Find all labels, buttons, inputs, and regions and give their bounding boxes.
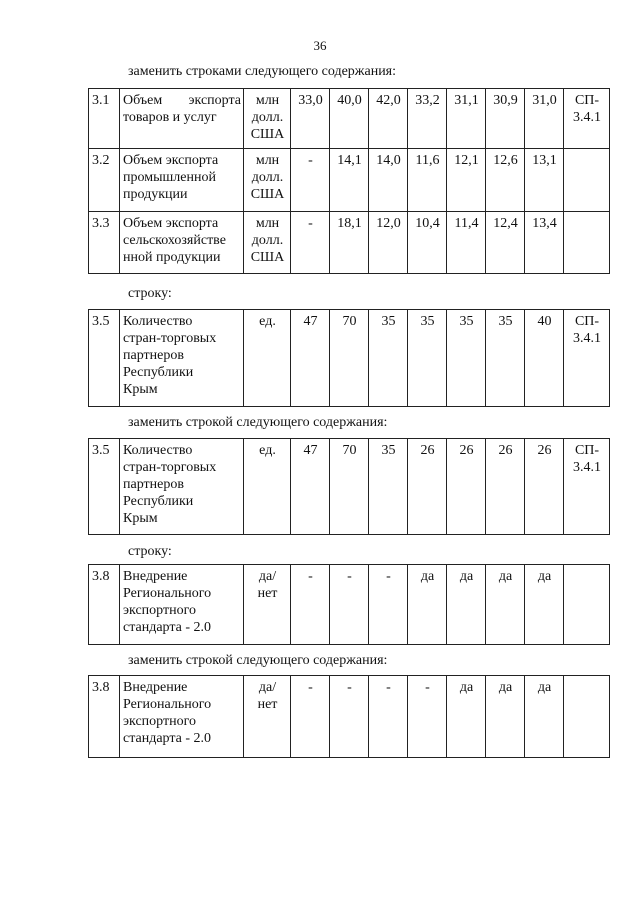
- value-cell: да: [486, 565, 525, 645]
- value-cell: 33,2: [408, 89, 447, 149]
- reference-cell: [564, 565, 610, 645]
- page-number: 36: [313, 38, 327, 53]
- reference-cell: [564, 439, 610, 535]
- table-row: [89, 439, 610, 535]
- reference-cell: [564, 676, 610, 758]
- unit-line: млн: [255, 153, 280, 168]
- table-export-standard-old: [88, 564, 610, 645]
- reference-line: СП-: [574, 93, 600, 108]
- indicator-name-line: стандарта - 2.0: [123, 620, 212, 635]
- value-cell: -: [291, 676, 330, 758]
- value-cell: 11,4: [447, 212, 486, 274]
- unit-line: млн: [255, 216, 280, 231]
- value-cell: -: [369, 676, 408, 758]
- value-cell: 26: [525, 439, 564, 535]
- value-cell: 12,1: [447, 149, 486, 212]
- indicator-name-line: Крым: [123, 382, 158, 397]
- table-trade-partners-new: [88, 438, 610, 535]
- reference-line: СП-: [574, 443, 600, 458]
- reference-cell: [564, 89, 610, 149]
- value-cell: 26: [408, 439, 447, 535]
- unit-line: нет: [257, 586, 278, 601]
- indicator-name-line: товаров и услуг: [123, 110, 217, 125]
- caption-replace-row: заменить строкой следующего содержания:: [128, 415, 388, 430]
- value-cell: 31,0: [525, 89, 564, 149]
- indicator-name-line: Республики: [123, 365, 194, 380]
- indicator-name-line: Внедрение: [123, 680, 188, 695]
- row-number: 3.8: [89, 676, 120, 758]
- value-cell: 13,1: [525, 149, 564, 212]
- value-cell: 35: [369, 310, 408, 407]
- value-cell: 14,1: [330, 149, 369, 212]
- value-cell: 26: [447, 439, 486, 535]
- value-cell: 12,0: [369, 212, 408, 274]
- unit-line: США: [250, 187, 285, 202]
- indicator-name: [120, 676, 244, 758]
- value-cell: 18,1: [330, 212, 369, 274]
- indicator-name-line: Объем экспорта: [123, 153, 219, 168]
- value-cell: -: [291, 565, 330, 645]
- indicator-name: [120, 212, 244, 274]
- reference-line: 3.4.1: [573, 110, 601, 125]
- value-cell: 35: [369, 439, 408, 535]
- unit-cell: [244, 310, 291, 407]
- value-cell: 12,4: [486, 212, 525, 274]
- value-cell: да: [447, 565, 486, 645]
- indicator-name-line: стран-торговых: [123, 331, 217, 346]
- value-cell: 35: [408, 310, 447, 407]
- value-cell: да: [447, 676, 486, 758]
- unit-cell: [244, 149, 291, 212]
- row-number: 3.8: [89, 565, 120, 645]
- indicator-name-line: партнеров: [123, 348, 184, 363]
- indicator-name-line: Крым: [123, 511, 158, 526]
- reference-cell: [564, 149, 610, 212]
- indicator-name-line: Объем экспорта: [123, 93, 241, 108]
- unit-line: ед.: [259, 443, 276, 458]
- row-number: 3.5: [89, 439, 120, 535]
- value-cell: 35: [447, 310, 486, 407]
- value-cell: -: [369, 565, 408, 645]
- caption-replace-row: заменить строкой следующего содержания:: [128, 653, 388, 668]
- value-cell: да: [486, 676, 525, 758]
- value-cell: 70: [330, 310, 369, 407]
- indicator-name-line: Количество: [123, 443, 193, 458]
- value-cell: 12,6: [486, 149, 525, 212]
- indicator-name-line: Республики: [123, 494, 194, 509]
- indicator-name: [120, 439, 244, 535]
- indicator-name-line: сельскохозяйстве: [123, 233, 226, 248]
- value-cell: 31,1: [447, 89, 486, 149]
- indicator-name-line: стран-торговых: [123, 460, 217, 475]
- value-cell: 14,0: [369, 149, 408, 212]
- indicator-name-line: партнеров: [123, 477, 184, 492]
- unit-line: нет: [257, 697, 278, 712]
- value-cell: 35: [486, 310, 525, 407]
- indicator-name-line: экспортного: [123, 603, 196, 618]
- unit-line: США: [250, 127, 285, 142]
- reference-cell: [564, 212, 610, 274]
- table-row: [89, 212, 610, 274]
- value-cell: 70: [330, 439, 369, 535]
- indicator-name-line: Внедрение: [123, 569, 188, 584]
- indicator-name-line: промышленной: [123, 170, 216, 185]
- unit-line: долл.: [251, 233, 284, 248]
- caption-replace-rows: заменить строками следующего содержания:: [128, 64, 397, 79]
- value-cell: -: [330, 676, 369, 758]
- caption-row: строку:: [128, 544, 172, 559]
- unit-line: долл.: [251, 110, 284, 125]
- unit-line: США: [250, 250, 285, 265]
- unit-line: да/: [258, 569, 277, 584]
- value-cell: 30,9: [486, 89, 525, 149]
- indicator-name-line: Объем экспорта: [123, 216, 219, 231]
- value-cell: -: [408, 676, 447, 758]
- reference-line: СП-: [574, 314, 600, 329]
- value-cell: да: [525, 565, 564, 645]
- reference-line: 3.4.1: [573, 331, 601, 346]
- unit-cell: [244, 565, 291, 645]
- value-cell: 47: [291, 439, 330, 535]
- value-cell: 13,4: [525, 212, 564, 274]
- indicator-name: [120, 149, 244, 212]
- value-cell: 47: [291, 310, 330, 407]
- table-row: [89, 676, 610, 758]
- value-cell: да: [525, 676, 564, 758]
- reference-cell: [564, 310, 610, 407]
- value-cell: -: [291, 212, 330, 274]
- value-cell: 11,6: [408, 149, 447, 212]
- value-cell: -: [291, 149, 330, 212]
- unit-cell: [244, 89, 291, 149]
- unit-line: млн: [255, 93, 280, 108]
- table-row: [89, 310, 610, 407]
- value-cell: да: [408, 565, 447, 645]
- unit-line: долл.: [251, 170, 284, 185]
- table-export-standard-new: [88, 675, 610, 758]
- value-cell: 42,0: [369, 89, 408, 149]
- unit-line: ед.: [259, 314, 276, 329]
- reference-line: 3.4.1: [573, 460, 601, 475]
- value-cell: 40: [525, 310, 564, 407]
- indicator-name: [120, 310, 244, 407]
- table-row: [89, 565, 610, 645]
- indicator-name-line: экспортного: [123, 714, 196, 729]
- table-row: [89, 89, 610, 149]
- indicator-name-line: нной продукции: [123, 250, 221, 265]
- row-number: 3.2: [89, 149, 120, 212]
- caption-row: строку:: [128, 286, 172, 301]
- indicator-name-line: Регионального: [123, 697, 212, 712]
- unit-line: да/: [258, 680, 277, 695]
- value-cell: 10,4: [408, 212, 447, 274]
- value-cell: 33,0: [291, 89, 330, 149]
- indicator-name: [120, 565, 244, 645]
- value-cell: 26: [486, 439, 525, 535]
- row-number: 3.1: [89, 89, 120, 149]
- table-trade-partners-old: [88, 309, 610, 407]
- value-cell: 40,0: [330, 89, 369, 149]
- indicator-name-line: Регионального: [123, 586, 212, 601]
- unit-cell: [244, 212, 291, 274]
- row-number: 3.3: [89, 212, 120, 274]
- unit-cell: [244, 439, 291, 535]
- table-export-volumes: [88, 88, 610, 274]
- indicator-name-line: продукции: [123, 187, 188, 202]
- indicator-name-line: стандарта - 2.0: [123, 731, 212, 746]
- indicator-name-line: Количество: [123, 314, 193, 329]
- value-cell: -: [330, 565, 369, 645]
- unit-cell: [244, 676, 291, 758]
- table-row: [89, 149, 610, 212]
- indicator-name: [120, 89, 244, 149]
- row-number: 3.5: [89, 310, 120, 407]
